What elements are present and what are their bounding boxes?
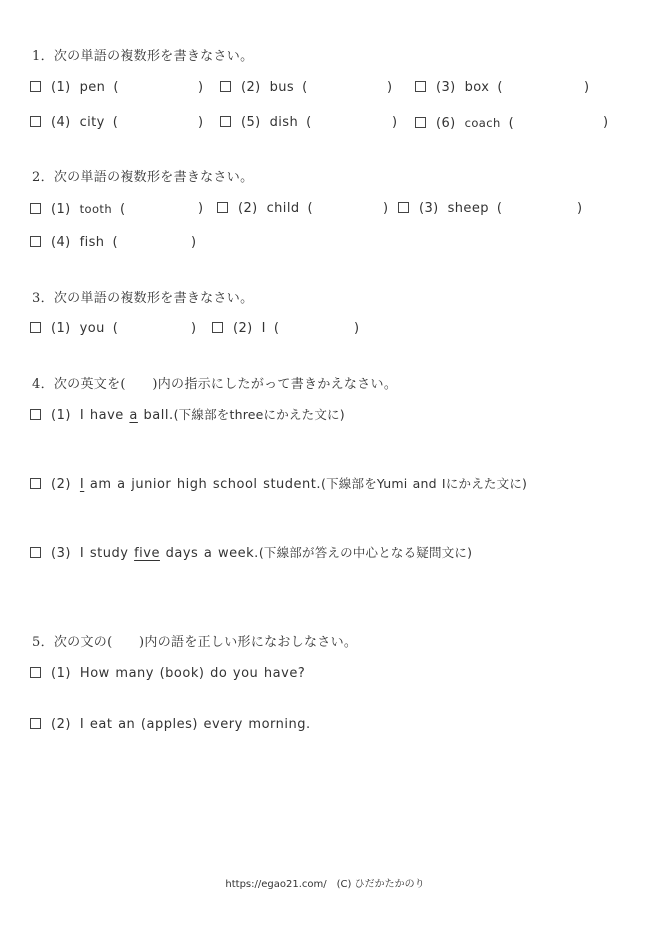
sentence-text: am a junior high school student.	[84, 477, 322, 492]
answer-paren-open: (	[496, 201, 503, 216]
checkbox[interactable]	[212, 322, 223, 333]
list-item	[30, 405, 345, 426]
item-word: coach	[464, 116, 501, 130]
list-item	[30, 715, 311, 735]
sentence-text: ball.	[137, 408, 174, 423]
answer-paren-open: (	[112, 115, 119, 130]
sentence-text: I eat an (apples) every morning.	[79, 717, 311, 732]
checkbox[interactable]	[415, 81, 426, 92]
answer-paren-open: (	[112, 321, 119, 336]
item-word: tooth	[79, 202, 113, 216]
checkbox[interactable]	[220, 81, 231, 92]
checkbox[interactable]	[30, 667, 41, 678]
item-number: (3)	[51, 546, 71, 561]
instruction-note: (下線部をthreeにかえた文に)	[173, 407, 345, 422]
checkbox[interactable]	[220, 116, 231, 127]
list-item	[30, 474, 527, 495]
item-number: (4)	[51, 115, 71, 130]
checkbox[interactable]	[30, 478, 41, 489]
item-number: (2)	[233, 321, 253, 336]
list-item	[30, 199, 126, 220]
list-item	[217, 199, 313, 219]
item-word: dish	[269, 115, 299, 130]
list-item	[398, 199, 502, 219]
checkbox[interactable]	[30, 203, 41, 214]
item-number: (6)	[436, 116, 456, 131]
item-word: you	[79, 321, 105, 336]
checkbox[interactable]	[398, 202, 409, 213]
checkbox[interactable]	[217, 202, 228, 213]
checkbox[interactable]	[30, 236, 41, 247]
underlined-word: a	[129, 408, 138, 423]
list-item	[415, 113, 514, 134]
underlined-word: five	[134, 546, 160, 561]
answer-paren-open: (	[112, 235, 118, 250]
list-item	[30, 113, 118, 133]
item-word: sheep	[447, 201, 489, 216]
answer-paren-open: (	[508, 116, 515, 131]
item-word: bus	[269, 80, 295, 95]
footer-copyright: (C) ひだかたかのり	[336, 879, 425, 890]
section3-row1	[0, 319, 650, 339]
item-number: (2)	[238, 201, 258, 216]
checkbox[interactable]	[30, 116, 41, 127]
answer-paren-close: )	[198, 115, 204, 130]
section3-heading: 3．次の単語の複数形を書きなさい。	[32, 291, 254, 306]
list-item	[30, 319, 118, 339]
answer-paren-open: (	[120, 202, 126, 217]
item-number: (2)	[51, 717, 71, 732]
footer-url[interactable]: https://egao21.com/	[225, 879, 327, 890]
sentence-text: days a week.	[159, 546, 259, 561]
section1-heading: 1．次の単語の複数形を書きなさい。	[32, 49, 254, 64]
item-number: (3)	[419, 201, 439, 216]
sentence-text: How many (book) do you have?	[79, 666, 306, 681]
answer-paren-close: )	[577, 201, 583, 216]
answer-paren-open: (	[113, 80, 119, 95]
checkbox[interactable]	[30, 81, 41, 92]
answer-paren-open: (	[497, 80, 503, 95]
checkbox[interactable]	[30, 718, 41, 729]
item-number: (1)	[51, 321, 71, 336]
section4-heading: 4．次の英文を( )内の指示にしたがって書きかえなさい。	[32, 377, 398, 392]
answer-paren-close: )	[392, 115, 398, 130]
answer-paren-open: (	[302, 80, 308, 95]
item-number: (1)	[51, 666, 71, 681]
item-word: city	[79, 115, 105, 130]
checkbox[interactable]	[30, 322, 41, 333]
checkbox[interactable]	[30, 547, 41, 558]
item-number: (4)	[51, 235, 71, 250]
item-number: (1)	[51, 80, 71, 95]
instruction-note: (下線部をYumi and Iにかえた文に)	[321, 476, 528, 491]
answer-paren-close: )	[198, 80, 204, 95]
item-number: (5)	[241, 115, 261, 130]
item-word: child	[266, 201, 300, 216]
item-number: (2)	[51, 477, 71, 492]
sentence-text: I study	[79, 546, 135, 561]
section1-row2	[0, 113, 650, 133]
item-word: box	[464, 80, 490, 95]
section1-row1	[0, 78, 650, 98]
answer-paren-open: (	[273, 321, 280, 336]
list-item	[30, 664, 305, 684]
answer-paren-close: )	[354, 321, 360, 336]
checkbox[interactable]	[30, 409, 41, 420]
section5-heading: 5．次の文の( )内の語を正しい形になおしなさい。	[32, 635, 358, 650]
item-word: I	[261, 321, 266, 336]
answer-paren-close: )	[584, 80, 590, 95]
section2-row1	[0, 199, 650, 219]
sentence-text: I have	[79, 408, 130, 423]
list-item	[30, 78, 119, 98]
list-item	[220, 113, 312, 133]
answer-paren-close: )	[191, 235, 197, 250]
item-word: pen	[79, 80, 106, 95]
list-item	[30, 233, 118, 253]
item-number: (2)	[241, 80, 261, 95]
item-number: (3)	[436, 80, 456, 95]
answer-paren-open: (	[306, 115, 312, 130]
footer	[0, 875, 650, 890]
item-number: (1)	[51, 408, 71, 423]
answer-paren-close: )	[387, 80, 393, 95]
instruction-note: (下線部が答えの中心となる疑問文に)	[258, 545, 473, 560]
underlined-word: I	[79, 477, 85, 492]
item-number: (1)	[51, 202, 71, 217]
section2-row2	[0, 233, 650, 253]
answer-paren-close: )	[603, 115, 609, 130]
section2-heading: 2．次の単語の複数形を書きなさい。	[32, 170, 254, 185]
answer-paren-close: )	[383, 201, 389, 216]
item-word: fish	[79, 235, 105, 250]
list-item	[220, 78, 308, 98]
list-item	[212, 319, 279, 339]
answer-paren-open: (	[307, 201, 313, 216]
list-item	[30, 543, 472, 564]
answer-paren-close: )	[198, 201, 204, 216]
answer-paren-close: )	[191, 321, 197, 336]
checkbox[interactable]	[415, 117, 426, 128]
list-item	[415, 78, 503, 98]
